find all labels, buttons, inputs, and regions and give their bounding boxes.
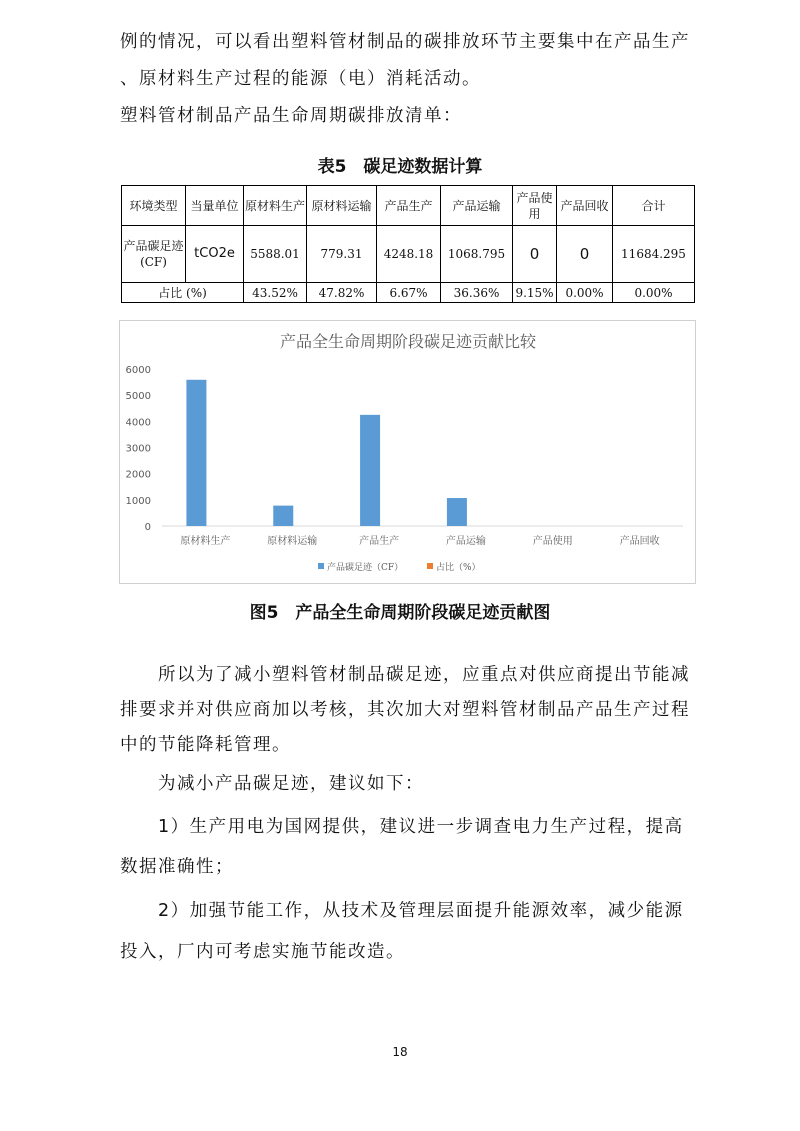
legend-label-2: 占比（%） — [436, 563, 481, 573]
cell-pct-raw-trans: 47.82% — [307, 283, 377, 303]
cell-cf-raw-prod: 5588.01 — [244, 226, 307, 283]
paragraph-5-line-2: 数据准确性； — [120, 857, 234, 877]
cell-cf-prod: 4248.18 — [377, 226, 441, 283]
paragraph-4: 为减小产品碳足迹，建议如下： — [158, 774, 424, 794]
y-tick-label: 1000 — [125, 495, 151, 507]
header-raw-trans: 原材料运输 — [307, 186, 377, 226]
bar-2 — [273, 506, 293, 526]
paragraph-1-line-1: 例的情况，可以看出塑料管材制品的碳排放环节主要集中在产品生产 — [120, 32, 690, 52]
header-raw-prod: 原材料生产 — [244, 186, 307, 226]
header-env-type: 环境类型 — [122, 186, 186, 226]
cell-pct-prod: 6.67% — [377, 283, 441, 303]
legend-label-1: 产品碳足迹（CF） — [327, 563, 404, 573]
paragraph-6-line-2: 投入，厂内可考虑实施节能改造。 — [120, 942, 405, 962]
table-row-percentage — [122, 283, 695, 303]
x-tick-label: 原材料生产 — [180, 536, 231, 547]
cell-pct-recycle: 0.00% — [557, 283, 613, 303]
header-total: 合计 — [613, 186, 695, 226]
cell-pct-use: 9.15% — [513, 283, 557, 303]
y-tick-label: 0 — [144, 522, 151, 533]
table-caption: 表5 碳足迹数据计算 — [317, 157, 483, 177]
cell-cf-use: 0 — [513, 226, 557, 283]
table-header-row — [122, 186, 695, 226]
page-number: 18 — [392, 1045, 408, 1059]
paragraph-3-line-3: 中的节能降耗管理。 — [120, 735, 291, 755]
x-tick-label: 产品生产 — [359, 536, 400, 547]
cell-cf-label: 产品碳足迹(CF) — [122, 226, 186, 283]
cell-cf-raw-trans: 779.31 — [307, 226, 377, 283]
bar-chart — [120, 321, 695, 583]
y-tick-label: 4000 — [125, 417, 151, 429]
cell-cf-total: 11684.295 — [613, 226, 695, 283]
header-prod: 产品生产 — [377, 186, 441, 226]
cell-cf-recycle: 0 — [557, 226, 613, 283]
header-prod-trans: 产品运输 — [441, 186, 513, 226]
y-tick-label: 2000 — [125, 469, 151, 481]
paragraph-3-line-1: 所以为了减小塑料管材制品碳足迹，应重点对供应商提出节能减 — [158, 665, 690, 685]
cell-pct-raw-prod: 43.52% — [244, 283, 307, 303]
paragraph-1-line-2: 、原材料生产过程的能源（电）消耗活动。 — [120, 69, 481, 89]
header-recycle: 产品回收 — [557, 186, 613, 226]
header-unit: 当量单位 — [186, 186, 244, 226]
y-tick-label: 3000 — [125, 443, 151, 455]
paragraph-5-line-1: 1）生产用电为国网提供，建议进一步调查电力生产过程，提高 — [158, 817, 684, 837]
paragraph-3-line-2: 排要求并对供应商加以考核，其次加大对塑料管材制品产品生产过程 — [120, 700, 690, 720]
paragraph-2: 塑料管材制品产品生命周期碳排放清单： — [120, 106, 462, 126]
x-tick-label: 产品运输 — [445, 536, 486, 547]
cell-pct-total: 0.00% — [613, 283, 695, 303]
y-tick-label: 6000 — [125, 365, 151, 376]
legend-swatch-2 — [427, 563, 433, 569]
chart-container — [119, 320, 696, 584]
paragraph-6-line-1: 2）加强节能工作，从技术及管理层面提升能源效率，减少能源 — [158, 901, 684, 921]
figure-caption: 图5 产品全生命周期阶段碳足迹贡献图 — [249, 603, 551, 623]
x-tick-label: 产品使用 — [532, 536, 573, 547]
y-tick-label: 5000 — [125, 391, 151, 403]
chart-title: 产品全生命周期阶段碳足迹贡献比较 — [279, 332, 537, 351]
cell-pct-label: 占比 (%) — [122, 283, 244, 303]
legend-swatch-1 — [318, 563, 324, 569]
bar-1 — [186, 380, 206, 526]
cell-cf-prod-trans: 1068.795 — [441, 226, 513, 283]
cell-cf-unit: tCO2e — [186, 226, 244, 283]
header-use: 产品使用 — [513, 186, 557, 226]
carbon-footprint-table — [121, 185, 695, 303]
x-tick-label: 原材料运输 — [267, 536, 318, 547]
x-tick-label: 产品回收 — [619, 536, 660, 547]
bar-4 — [447, 498, 467, 526]
table-row-cf — [122, 226, 695, 283]
bar-3 — [360, 415, 380, 526]
cell-pct-prod-trans: 36.36% — [441, 283, 513, 303]
